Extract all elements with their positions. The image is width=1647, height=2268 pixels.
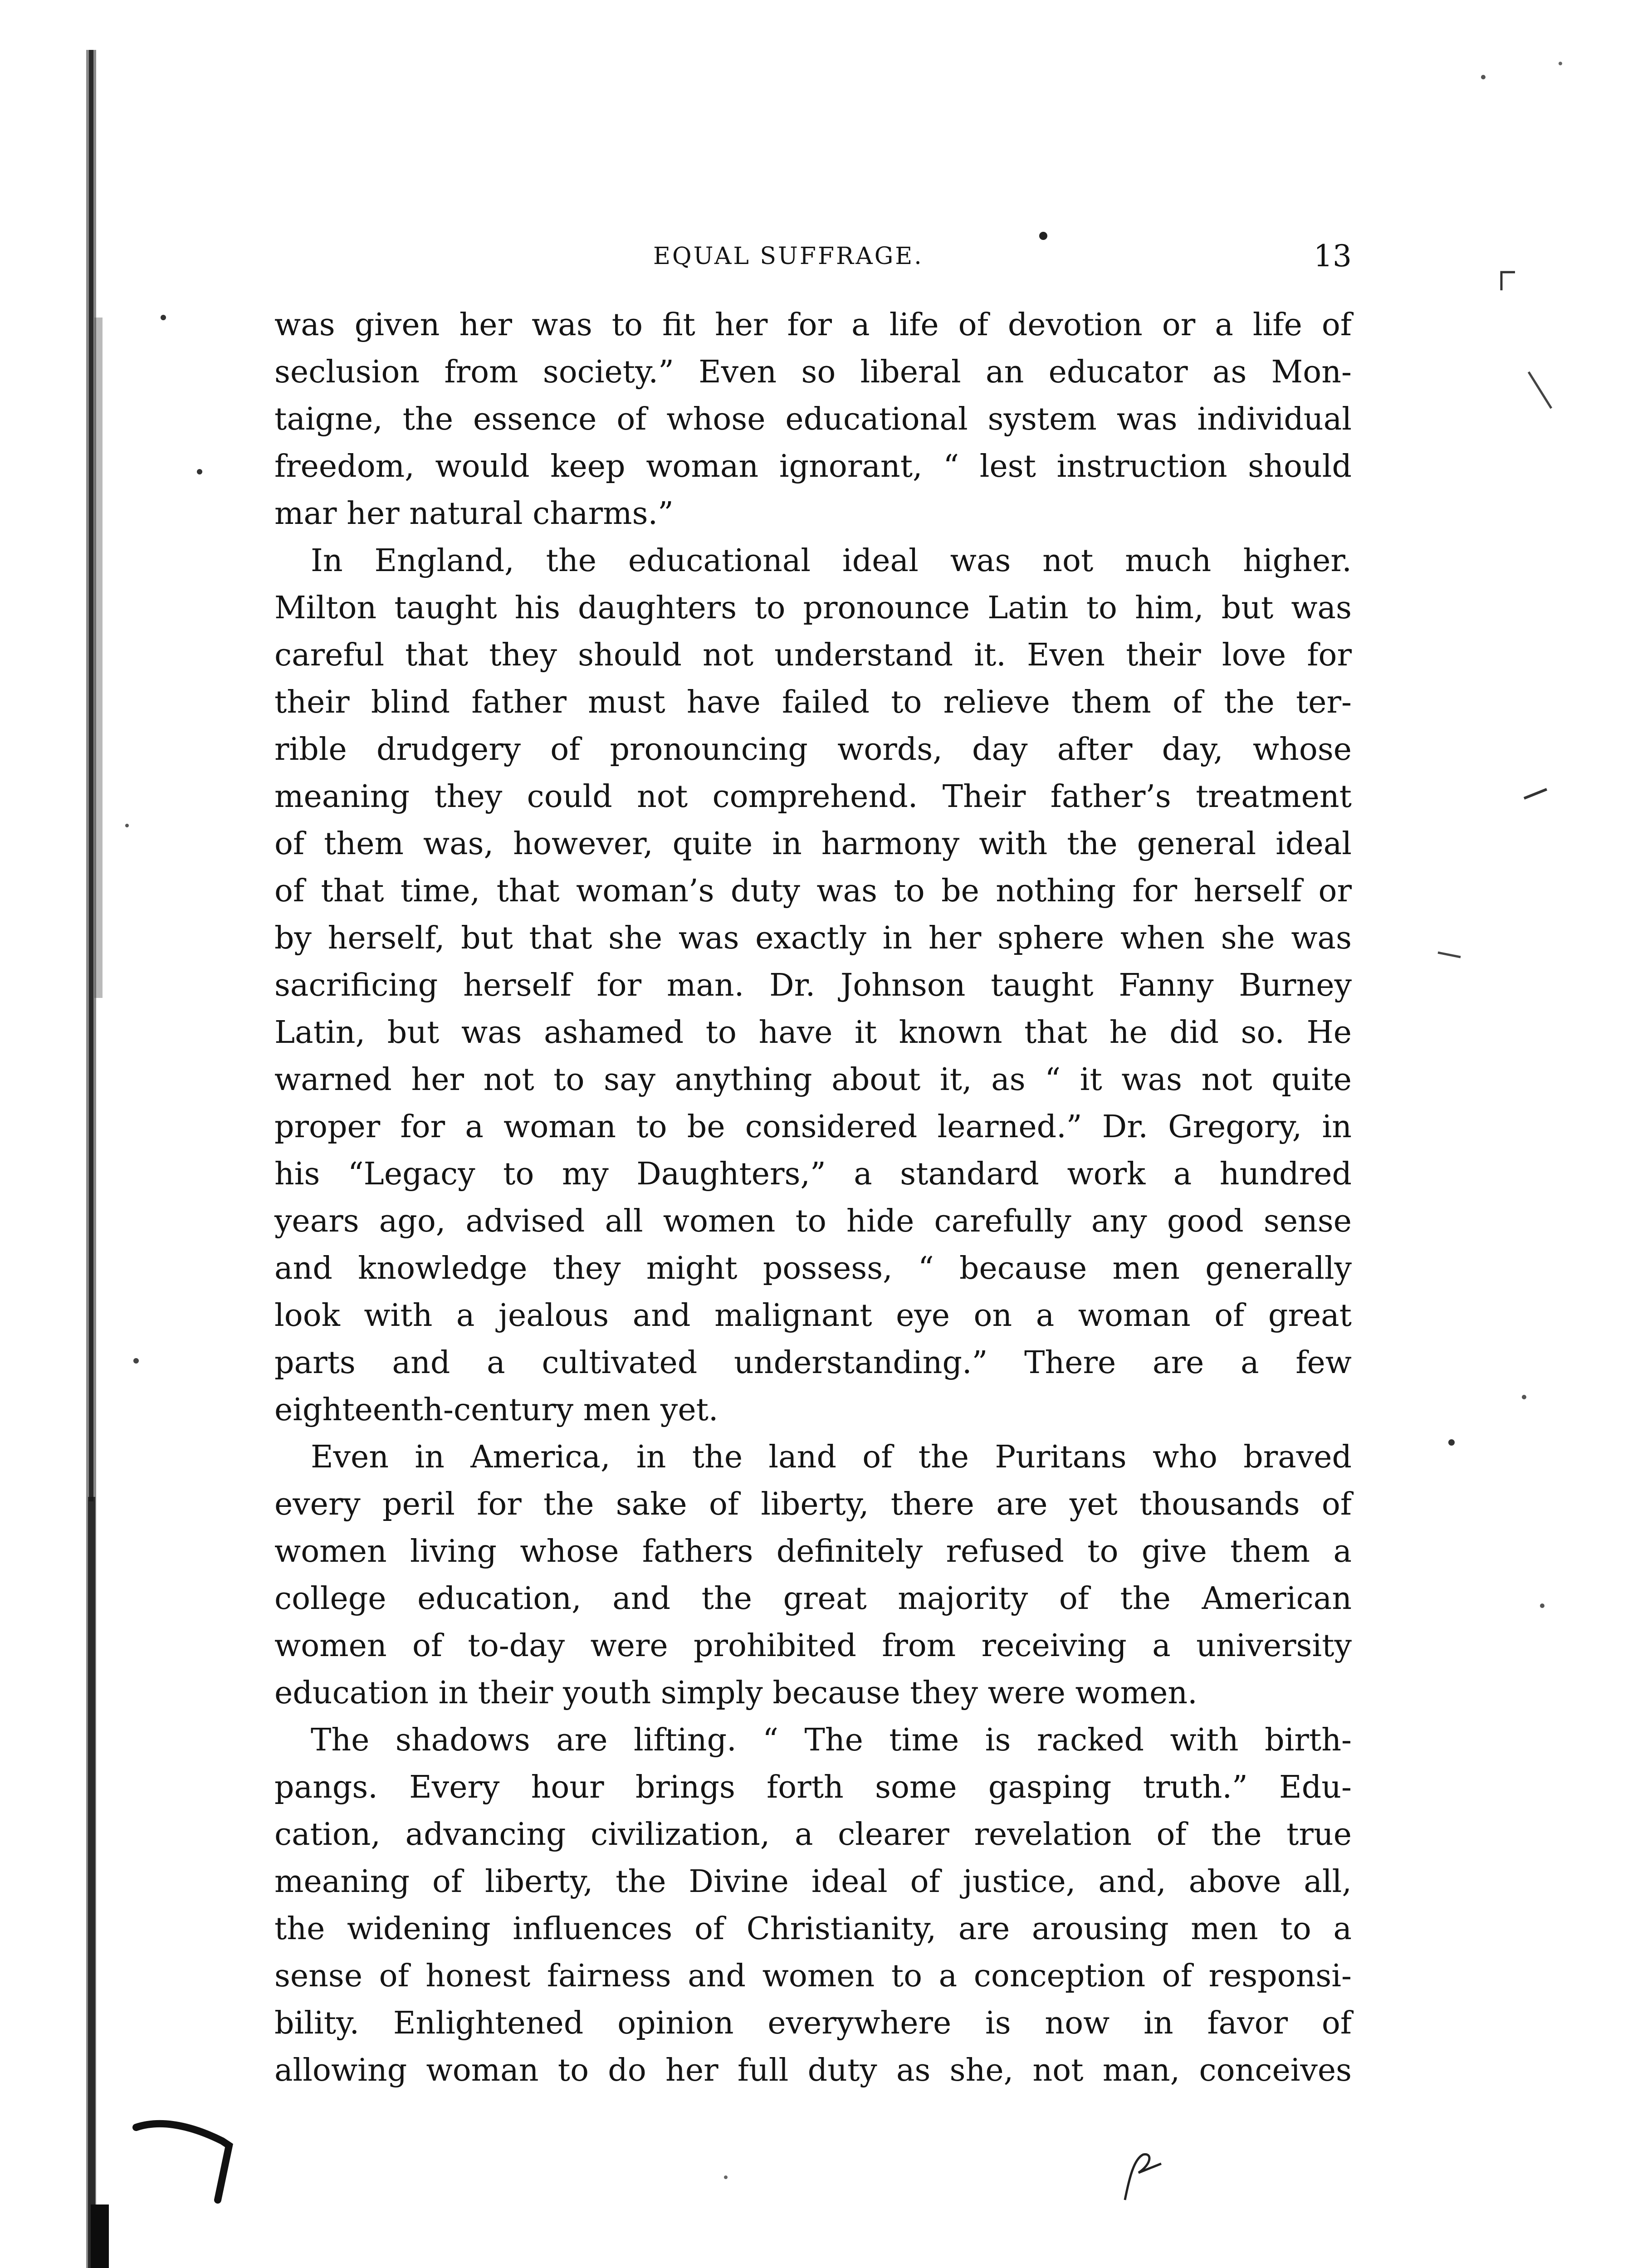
text-line: meaning of liberty, the Divine ideal of justice, and, above all, [274, 1864, 1352, 1900]
text-line: proper for a woman to be considered learned.” Dr. Gregory, in [274, 1109, 1352, 1145]
text-line: years ago, advised all women to hide carefully any good sense [274, 1203, 1352, 1239]
text-line: women living whose fathers definitely refused to give them a [274, 1534, 1352, 1569]
stray-mark-right-3 [1438, 953, 1461, 957]
stray-mark-right-2 [1524, 789, 1547, 798]
text-line: by herself, but that she was exactly in her sphere when she was [274, 920, 1352, 956]
text-line: freedom, would keep woman ignorant, “ lest instruction should [274, 449, 1352, 484]
text-line: the widening influences of Christianity, are arousing men to a [274, 1911, 1352, 1947]
speck [1481, 75, 1486, 79]
speck [133, 1358, 139, 1364]
text-line: In England, the educational ideal was not much higher. [311, 543, 1352, 579]
text-line: college education, and the great majority of the American [274, 1581, 1352, 1617]
text-line: education in their youth simply because they were women. [274, 1675, 1197, 1711]
text-line: was given her was to fit her for a life of devotion or a life of [274, 307, 1352, 343]
text-line: their blind father must have failed to relieve them of the ter- [274, 684, 1352, 720]
page-number: 13 [1314, 239, 1352, 274]
stray-mark-right [1529, 372, 1551, 408]
text-line: sacrificing herself for man. Dr. Johnson taught Fanny Burney [274, 968, 1352, 1003]
text-line: bility. Enlightened opinion everywhere is now in favor of [274, 2005, 1352, 2041]
text-line: every peril for the sake of liberty, there are yet thousands of [274, 1486, 1352, 1522]
text-line: careful that they should not understand it. Even their love for [274, 637, 1352, 673]
text-line: rible drudgery of pronouncing words, day after day, whose [274, 732, 1352, 767]
text-line: Latin, but was ashamed to have it known that he did so. He [274, 1015, 1352, 1051]
speck [161, 315, 166, 320]
text-line: The shadows are lifting. “ The time is racked with birth- [311, 1722, 1352, 1758]
speck [1448, 1439, 1455, 1446]
text-line: of them was, however, quite in harmony with the general ideal [274, 826, 1352, 862]
body-text [274, 302, 1352, 2166]
speck [1559, 62, 1562, 65]
text-line: eighteenth-century men yet. [274, 1392, 718, 1428]
text-line: Milton taught his daughters to pronounce Latin to him, but was [274, 590, 1352, 626]
text-line: meaning they could not comprehend. Their father’s treatment [274, 779, 1352, 815]
text-line: his “Legacy to my Daughters,” a standard work a hundred [274, 1156, 1352, 1192]
text-line: pangs. Every hour brings forth some gasping truth.” Edu- [274, 1769, 1352, 1805]
pen-mark-top-right [1501, 272, 1515, 290]
text-line: seclusion from society.” Even so liberal an educator as Mon- [274, 354, 1352, 390]
text-line: look with a jealous and malignant eye on a woman of great [274, 1298, 1352, 1334]
text-line: of that time, that woman’s duty was to be nothing for herself or [274, 873, 1352, 909]
text-line: warned her not to say anything about it, as “ it was not quite [274, 1062, 1352, 1098]
text-line: taigne, the essence of whose educational system was individual [274, 401, 1352, 437]
text-line: cation, advancing civilization, a clearer revelation of the true [274, 1817, 1352, 1853]
text-line: parts and a cultivated understanding.” There are a few [274, 1345, 1352, 1381]
text-line: women of to-day were prohibited from receiving a university [274, 1628, 1352, 1664]
speck [197, 469, 202, 474]
text-line: mar her natural charms.” [274, 496, 674, 532]
text-line: Even in America, in the land of the Puritans who braved [311, 1439, 1352, 1475]
speck [724, 2175, 728, 2179]
text-line: and knowledge they might possess, “ because men generally [274, 1251, 1352, 1286]
running-title: EQUAL SUFFRAGE. [653, 243, 924, 270]
binding-edge [73, 0, 113, 2268]
running-head [653, 236, 1361, 277]
speck [1522, 1395, 1526, 1399]
speck [1540, 1603, 1544, 1608]
text-line: allowing woman to do her full duty as she, not man, conceives [274, 2053, 1352, 2088]
text-line: sense of honest fairness and women to a conception of responsi- [274, 1958, 1352, 1994]
pen-mark-bottom-left [136, 2124, 229, 2200]
speck [125, 824, 129, 827]
